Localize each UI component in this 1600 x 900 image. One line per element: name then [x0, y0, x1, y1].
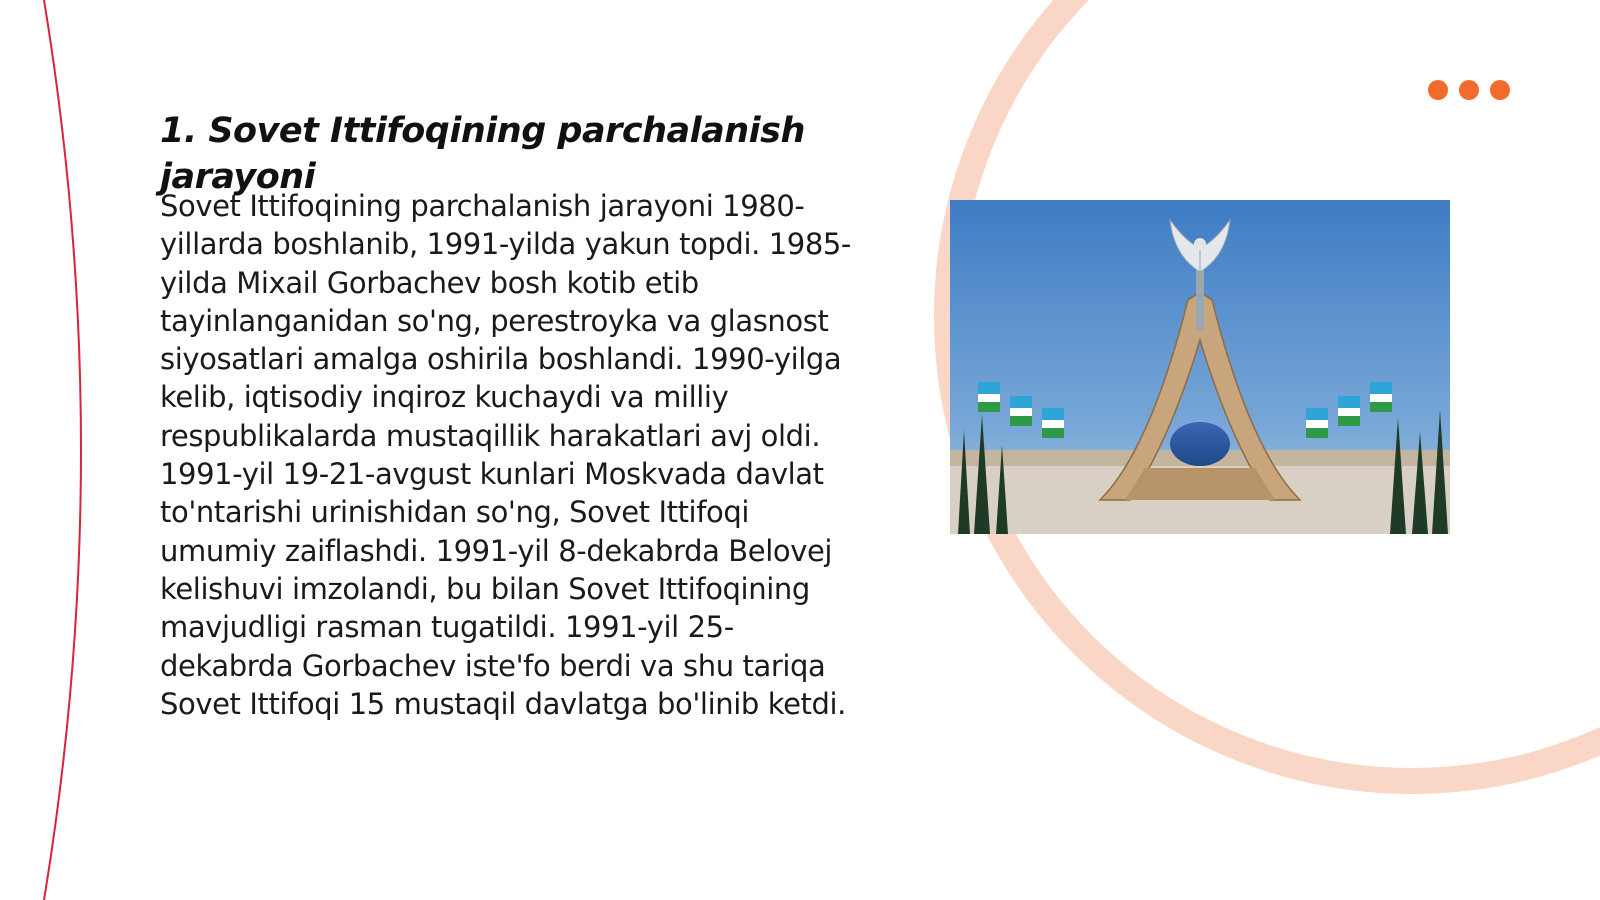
dot — [1428, 80, 1448, 100]
left-red-curve — [44, 0, 81, 900]
dot — [1490, 80, 1510, 100]
independence-monument-photo — [950, 200, 1450, 534]
more-dots-icon[interactable] — [1428, 80, 1510, 100]
slide-title: 1. Sovet Ittifoqining parchalanish jarayoni — [160, 111, 805, 197]
slide-body-text: Sovet Ittifoqining parchalanish jarayoni 1980-yillarda boshlanib, 1991-yilda yakun topdi. 1985-yilda Mixail Gorbachev bosh kotib etib tayinlanganidan so'ng, perestroyka va glasnost siyosatlari amalga oshirila boshlandi. 1990-yilga kelib, iqtisodiy inqiroz kuchaydi va milliy respublikalarda mustaqillik harakatlari avj oldi. 1991-yil 19-21-avgust kunlari Moskvada davlat to'ntarishi urinishidan so'ng, Sovet Ittifoqi umumiy zaiflashdi. 1991-yil 8-dekabrda Belovej kelishuvi imzolandi, bu bilan Sovet Ittifoqining mavjudligi rasman tugatildi. 1991-yil 25-dekabrda Gorbachev iste'fo berdi va shu tariqa Sovet Ittifoqi 15 mustaqil davlatga bo'linib ketdi. — [160, 189, 851, 721]
dot — [1459, 80, 1479, 100]
monument-illustration — [950, 200, 1450, 534]
